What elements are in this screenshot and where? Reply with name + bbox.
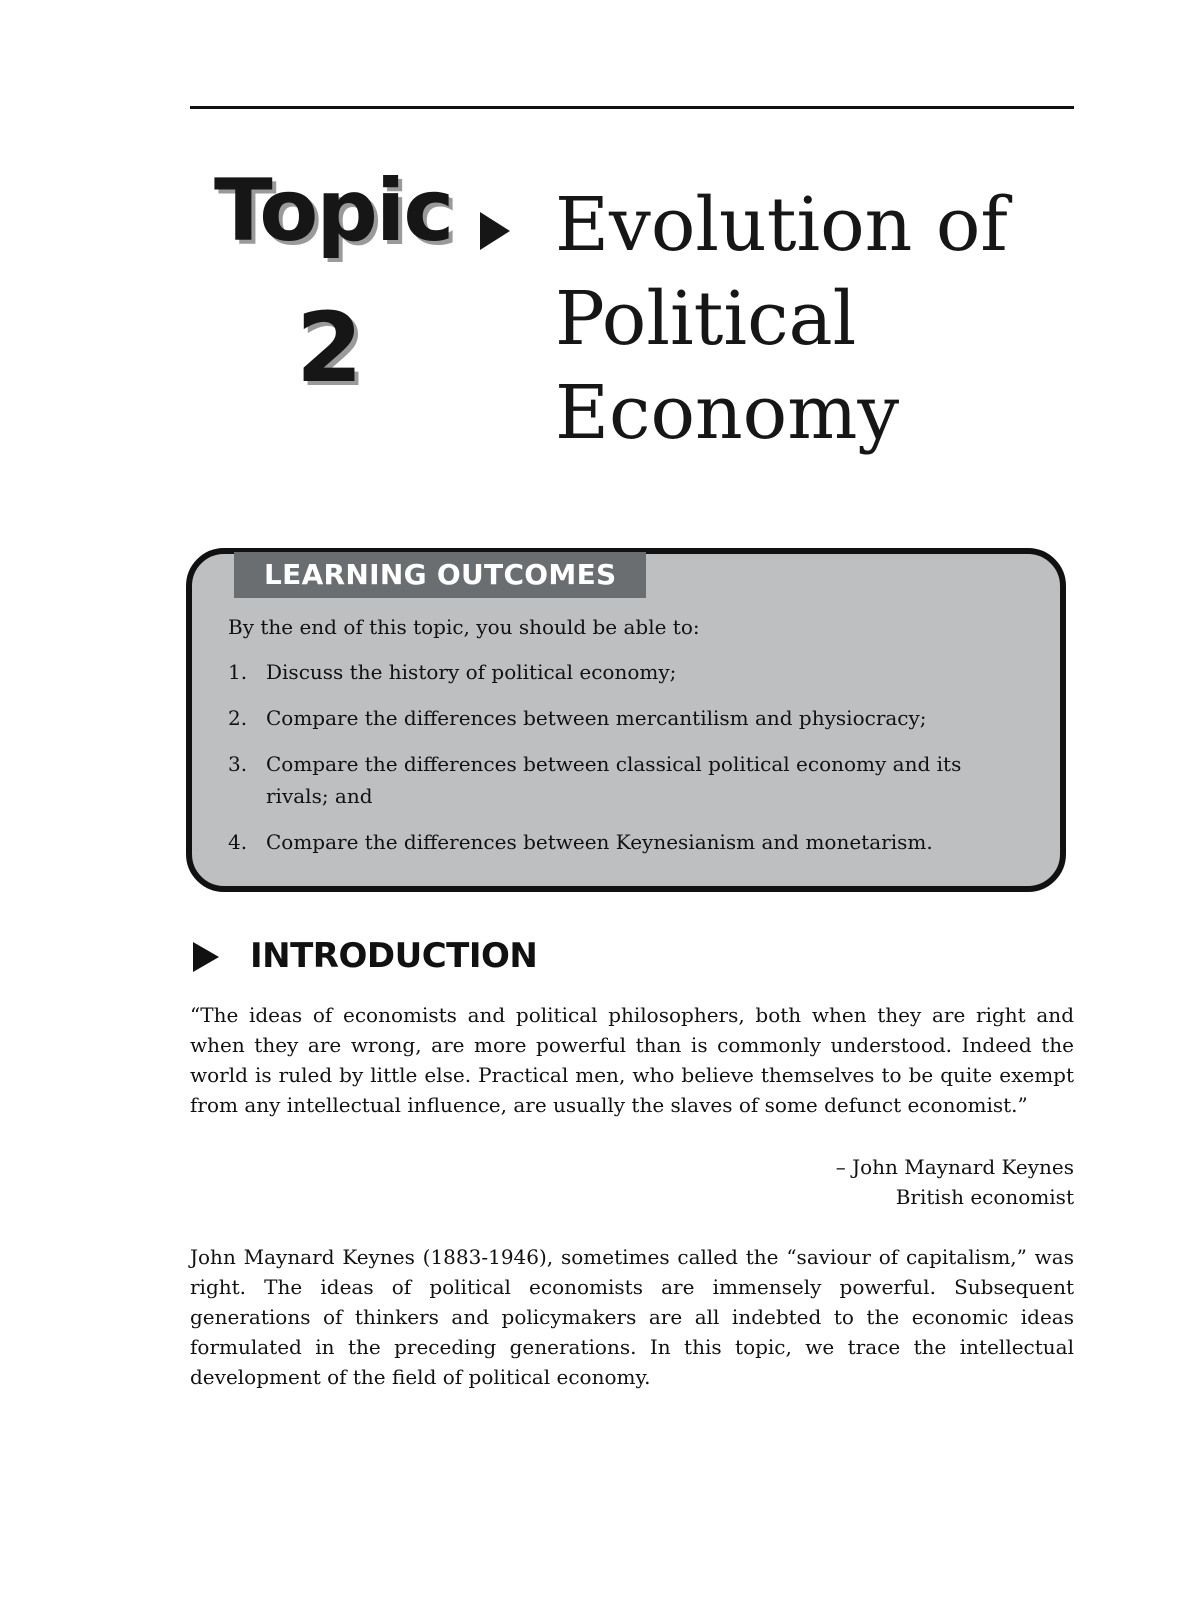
body-paragraph: John Maynard Keynes (1883-1946), sometimes called the “saviour of capitalism,” was right. The ideas of political economists are immensely powerful. Subsequent generations of thinkers and policymakers are all indebted to the economic ideas formulated in the preceding generations. In this topic, we trace the intellectual development of the field of political economy.	[190, 1245, 1074, 1389]
topic-title-line: Evolution of	[555, 182, 1008, 268]
list-item-text: Compare the differences between classical political economy and its rivals; and	[266, 752, 962, 808]
triangle-right-icon	[480, 212, 510, 250]
top-rule	[190, 106, 1074, 109]
learning-outcomes-intro: By the end of this topic, you should be able to:	[228, 615, 700, 639]
learning-outcomes-heading: LEARNING OUTCOMES	[234, 552, 646, 598]
quote-attribution	[690, 1152, 1074, 1212]
section-heading: INTRODUCTION	[250, 936, 538, 976]
list-item-number: 2.	[228, 706, 248, 730]
list-item	[228, 702, 1028, 734]
list-item-text: Discuss the history of political economy;	[266, 660, 677, 684]
topic-number: 2	[296, 292, 363, 404]
list-item	[228, 656, 1028, 688]
attribution-name: – John Maynard Keynes	[835, 1155, 1074, 1179]
list-item-number: 3.	[228, 752, 248, 776]
triangle-right-icon	[193, 942, 219, 972]
attribution-role: British economist	[895, 1185, 1074, 1209]
topic-label: Topic	[214, 161, 453, 261]
topic-title-line: Economy	[555, 370, 900, 456]
list-item-number: 1.	[228, 660, 248, 684]
list-item-text: Compare the differences between Keynesianism and monetarism.	[266, 830, 933, 854]
epigraph-quote: “The ideas of economists and political philosophers, both when they are right and when they are wrong, are more powerful than is commonly understood. Indeed the world is ruled by little else. Practical men, who believe themselves to be quite exempt from any intellectual influence, are usually the slaves of some defunct economist.”	[190, 1003, 1074, 1117]
topic-title	[555, 178, 1075, 460]
list-item	[228, 748, 998, 812]
topic-title-line: Political	[555, 276, 857, 362]
list-item-number: 4.	[228, 830, 248, 854]
list-item-text: Compare the differences between mercantilism and physiocracy;	[266, 706, 927, 730]
list-item	[228, 826, 1028, 858]
